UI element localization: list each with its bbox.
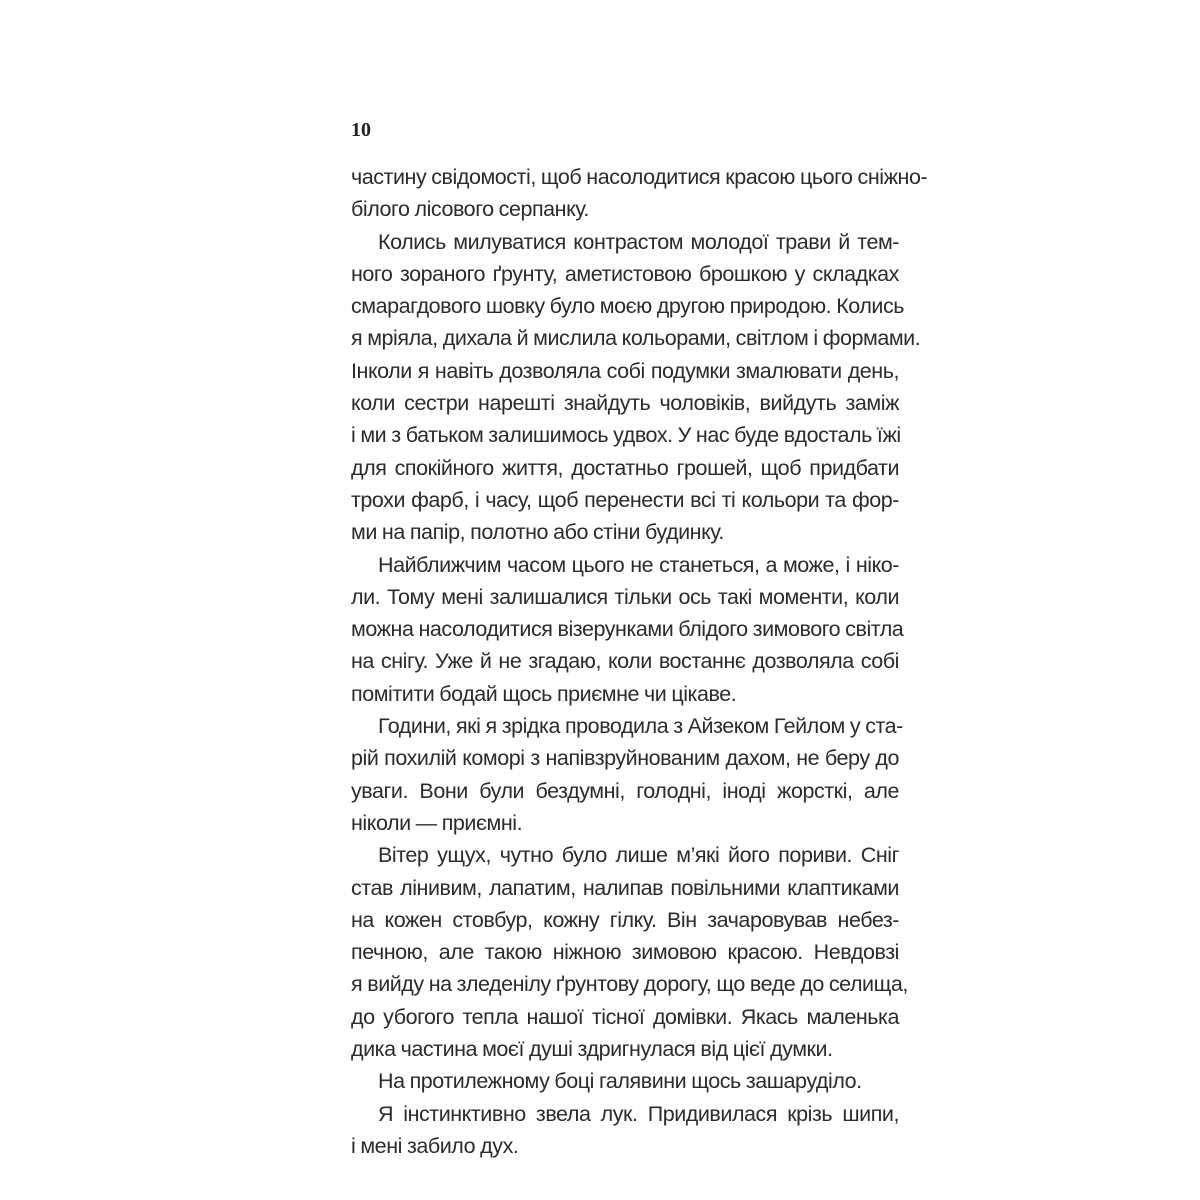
paragraph xyxy=(351,839,908,1065)
text-line: смарагдового шовку було моєю другою природою. Колись xyxy=(351,294,905,319)
text-line: білого лісового серпанку. xyxy=(351,197,589,222)
text-line: і мені забило дух. xyxy=(351,1133,519,1158)
text-line: Вітер ущух, чутно було лише м’які його пориви. Сніг xyxy=(378,843,899,868)
text-line: Години, які я зрідка проводила з Айзеком Гейлом у ста- xyxy=(378,714,903,739)
text-line: Колись милуватися контрастом молодої трави й тем- xyxy=(378,229,899,254)
text-line: ного зораного ґрунту, аметистовою брошкою у складках xyxy=(351,261,899,286)
text-line: уваги. Вони були бездумні, голодні, іноді жорсткі, але xyxy=(351,778,899,803)
text-line: Найближчим часом цього не станеться, а може, і ніко- xyxy=(378,552,899,577)
text-line: На протилежному боці галявини щось зашаруділо. xyxy=(378,1069,862,1094)
text-line: до убогого тепла нашої тісної домівки. Якась маленька xyxy=(351,1004,899,1029)
text-line: можна насолодитися візерунками блідого зимового світла xyxy=(351,617,904,642)
text-line: рій похилій коморі з напівзруйнованим дахом, не беру до xyxy=(351,746,899,771)
text-line: печною, але такою ніжною зимовою красою. Невдовзі xyxy=(351,940,899,965)
body-text xyxy=(351,161,928,1162)
text-line: я вийду на зледенілу ґрунтову дорогу, що веде до селища, xyxy=(351,972,908,997)
paragraph xyxy=(351,226,921,549)
text-line: я мріяла, дихала й мислила кольорами, світлом і формами. xyxy=(351,326,921,351)
paragraph xyxy=(351,710,903,839)
text-line: ми на папір, полотно або стіни будинку. xyxy=(351,520,724,545)
paragraph xyxy=(351,1098,899,1163)
paragraph xyxy=(351,1065,899,1097)
text-line: коли сестри нарешті знайдуть чоловіків, вийдуть заміж xyxy=(351,391,899,416)
text-line: на снігу. Уже й не згадаю, коли востаннє дозволяла собі xyxy=(351,649,899,674)
paragraph xyxy=(351,161,928,226)
text-line: трохи фарб, і часу, щоб перенести всі ті кольори та фор- xyxy=(351,487,899,512)
text-line: Інколи я навіть дозволяла собі подумки змалювати день, xyxy=(351,358,899,383)
page-number: 10 xyxy=(351,119,371,141)
text-line: частину свідомості, щоб насолодитися красою цього сніжно- xyxy=(351,165,928,189)
text-line: на кожен стовбур, кожну гілку. Він зачаровував небез- xyxy=(351,907,899,932)
text-line: для спокійного життя, достатньо грошей, щоб придбати xyxy=(351,455,899,480)
text-line: ніколи — приємні. xyxy=(351,810,523,835)
paragraph xyxy=(351,549,904,710)
text-line: Я інстинктивно звела лук. Придивилася крізь шипи, xyxy=(378,1101,899,1126)
text-line: дика частина моєї душі здригнулася від цієї думки. xyxy=(351,1037,833,1062)
text-line: помітити бодай щось приємне чи цікаве. xyxy=(351,681,737,706)
text-line: і ми з батьком залишимось удвох. У нас буде вдосталь їжі xyxy=(351,423,901,448)
text-line: став лінивим, лапатим, налипав повільними клаптиками xyxy=(351,875,899,900)
text-line: ли. Тому мені залишалися тільки ось такі моменти, коли xyxy=(351,584,899,609)
